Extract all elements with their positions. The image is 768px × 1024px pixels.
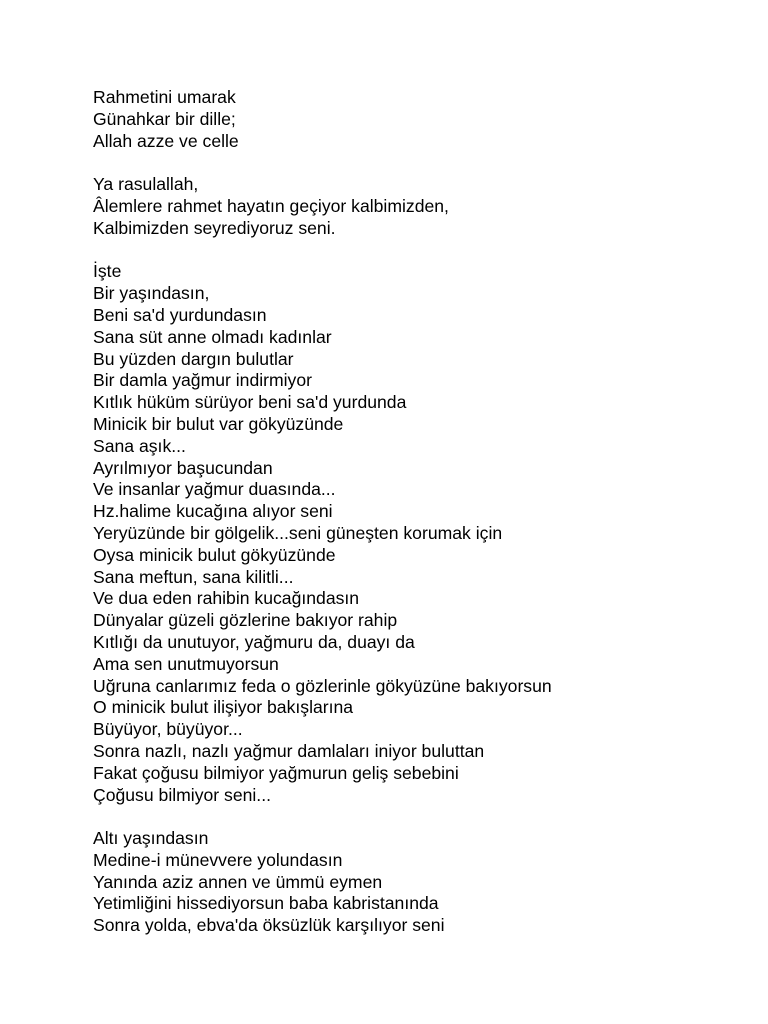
poem-line: Beni sa'd yurdundasın (93, 304, 267, 325)
poem-line: Kıtlık hüküm sürüyor beni sa'd yurdunda (93, 392, 407, 413)
poem-line: Ve dua eden rahibin kucağındasın (93, 588, 360, 609)
poem-line: Medine-i münevvere yolundasın (93, 849, 343, 870)
poem-line: Yanında aziz annen ve ümmü eymen (93, 871, 383, 892)
poem-line: Sana meftun, sana kilitli... (93, 566, 294, 587)
poem-line: Hz.halime kucağına alıyor seni (93, 501, 333, 522)
poem-line: Ama sen unutmuyorsun (93, 653, 279, 674)
poem-line: Rahmetini umarak (93, 87, 236, 107)
poem-text (93, 87, 733, 959)
poem-line: Yeryüzünde bir gölgelik...seni güneşten korumak için (93, 522, 503, 543)
poem-line: Allah azze ve celle (93, 130, 239, 151)
poem-line: Ve insanlar yağmur duasında... (93, 479, 336, 500)
poem-line: Minicik bir bulut var gökyüzünde (93, 413, 344, 434)
poem-line: Sana süt anne olmadı kadınlar (93, 326, 332, 347)
stanza (93, 174, 733, 239)
poem-line: Fakat çoğusu bilmiyor yağmurun geliş sebebini (93, 762, 459, 783)
poem-line: Çoğusu bilmiyor seni... (93, 784, 271, 805)
poem-line: Ayrılmıyor başucundan (93, 457, 273, 478)
poem-line: Günahkar bir dille; (93, 108, 236, 129)
poem-line: Bu yüzden dargın bulutlar (93, 348, 294, 369)
poem-line: Kıtlığı da unutuyor, yağmuru da, duayı da (93, 631, 415, 652)
stanza (93, 87, 733, 152)
poem-line: Kalbimizden seyrediyoruz seni. (93, 217, 336, 238)
poem-line: Bir damla yağmur indirmiyor (93, 370, 313, 391)
stanza (93, 828, 733, 937)
poem-line: Büyüyor, büyüyor... (93, 719, 243, 740)
poem-line: Dünyalar güzeli gözlerine bakıyor rahip (93, 610, 398, 631)
stanza (93, 261, 733, 806)
poem-line: Sonra yolda, ebva'da öksüzlük karşılıyor seni (93, 915, 445, 936)
poem-line: Âlemlere rahmet hayatın geçiyor kalbimizden, (93, 195, 449, 216)
poem-line: Sonra nazlı, nazlı yağmur damlaları iniyor buluttan (93, 740, 485, 761)
poem-line: Sana aşık... (93, 435, 186, 456)
poem-line: Bir yaşındasın, (93, 283, 210, 304)
poem-line: Uğruna canlarımız feda o gözlerinle gökyüzüne bakıyorsun (93, 675, 552, 696)
poem-line: O minicik bulut ilişiyor bakışlarına (93, 697, 354, 718)
poem-line: Altı yaşındasın (93, 828, 209, 849)
poem-line: Yetimliğini hissediyorsun baba kabristanında (93, 893, 439, 914)
poem-line: Oysa minicik bulut gökyüzünde (93, 544, 336, 565)
poem-line: İşte (93, 261, 122, 282)
poem-line: Ya rasulallah, (93, 174, 199, 195)
